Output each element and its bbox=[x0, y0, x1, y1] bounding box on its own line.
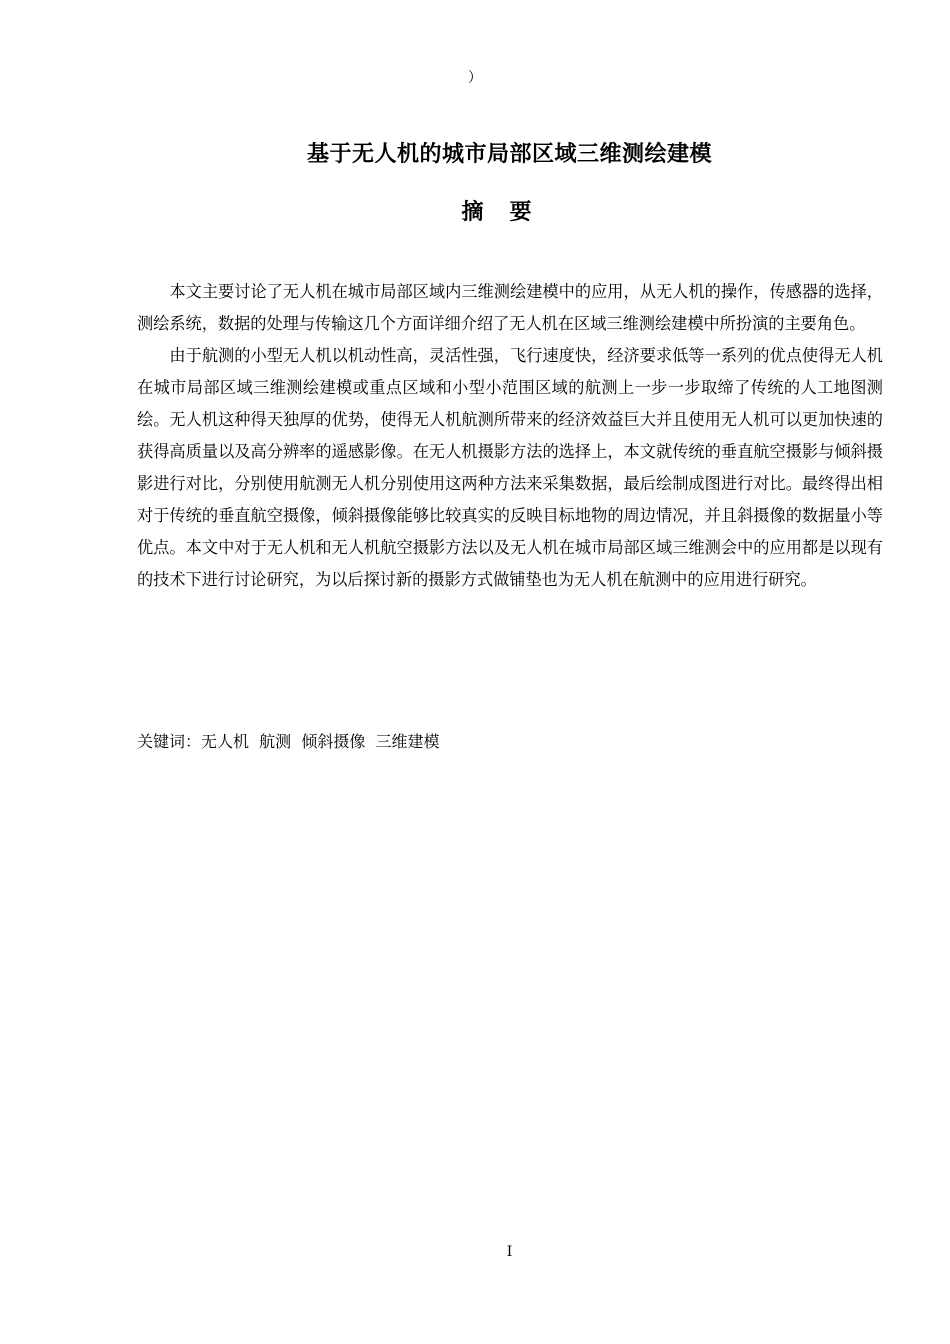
abstract-body bbox=[137, 276, 883, 596]
page-number: I bbox=[506, 1244, 513, 1260]
header-mark: ） bbox=[468, 70, 482, 86]
keywords-line: 关键词：无人机 航测 倾斜摄像 三维建模 bbox=[137, 732, 440, 751]
abstract-paragraph-2: 由于航测的小型无人机以机动性高，灵活性强，飞行速度快，经济要求低等一系列的优点使得无人机在城市局部区域三维测绘建模或重点区域和小型小范围区域的航测上一步一步取缔了传统的人工地图测绘。无人机这种得天独厚的优势，使得无人机航测所带来的经济效益巨大并且使用无人机可以更加快速的获得高质量以及高分辨率的遥感影像。在无人机摄影方法的选择上，本文就传统的垂直航空摄影与倾斜摄影进行对比，分别使用航测无人机分别使用这两种方法来采集数据，最后绘制成图进行对比。最终得出相对于传统的垂直航空摄像，倾斜摄像能够比较真实的反映目标地物的周边情况，并且斜摄像的数据量小等优点。本文中对于无人机和无人机航空摄影方法以及无人机在城市局部区域三维测会中的应用都是以现有的技术下进行讨论研究，为以后探讨新的摄影方式做铺垫也为无人机在航测中的应用进行研究。 bbox=[137, 346, 883, 589]
abstract-heading: 摘要 bbox=[461, 200, 558, 225]
abstract-paragraph-1: 本文主要讨论了无人机在城市局部区域内三维测绘建模中的应用，从无人机的操作，传感器的选择，测绘系统，数据的处理与传输这几个方面详细介绍了无人机在区域三维测绘建模中所扮演的主要角色。 bbox=[137, 282, 883, 333]
paper-title: 基于无人机的城市局部区域三维测绘建模 bbox=[306, 142, 712, 167]
